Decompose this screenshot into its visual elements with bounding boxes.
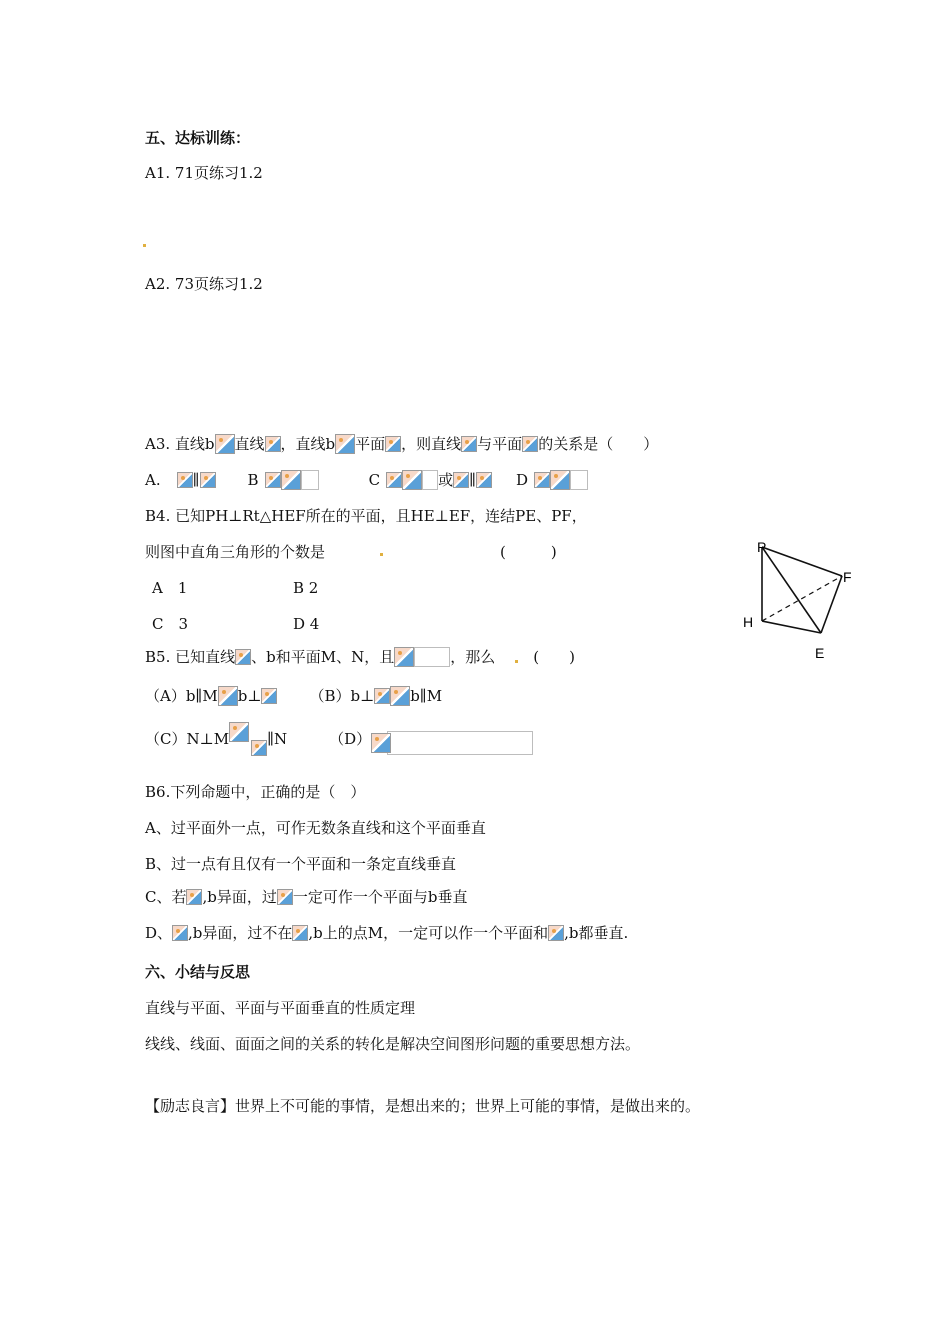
b5-question (145, 647, 575, 667)
a1-text: A1. 71页练习1.2 (145, 164, 263, 182)
b5-optA-part1: （A）b∥M (145, 687, 218, 705)
edge-pe (762, 547, 821, 633)
edge-hf-hidden (762, 576, 842, 621)
a3-part5: ，则直线 (401, 435, 462, 453)
b5-part2: 、b和平面M、N，且 (251, 648, 395, 666)
line-a-image (261, 688, 277, 704)
section6-line1: 直线与平面、平面与平面垂直的性质定理 (145, 999, 416, 1017)
line-a-image (461, 436, 477, 452)
subset-symbol-image (402, 470, 422, 490)
line-a-image (177, 472, 193, 488)
b6-optD-part2: ,b异面，过不在 (188, 924, 293, 942)
intersect-symbol-image (550, 470, 570, 490)
line-a-image (386, 472, 402, 488)
vertex-label-f: F (843, 569, 852, 585)
perp-symbol-image (335, 434, 355, 454)
edge-pf (762, 547, 842, 576)
plane-alpha-image (476, 472, 492, 488)
a3-question (145, 434, 658, 454)
a3-optC-label: C (368, 471, 381, 489)
b6-optA: A、过平面外一点，可作无数条直线和这个平面垂直 (145, 819, 486, 837)
b4-optA: A 1 (152, 579, 188, 597)
line-a-image (453, 472, 469, 488)
line-a-image (277, 889, 293, 905)
plane-alpha-image (385, 436, 401, 452)
b6-title: B6.下列命题中，正确的是（ ） (145, 783, 366, 801)
blank-box (387, 731, 533, 755)
marker-dot (380, 553, 383, 556)
b5-optB-part1: （B）b⊥ (309, 687, 375, 705)
a3-optA-label: A. (145, 471, 161, 489)
b5-optC-part1: （C）N⊥M (145, 730, 230, 748)
line-a-image (374, 688, 390, 704)
b5-part3: ，那么 (450, 648, 496, 666)
a3-part3: ，直线b (280, 435, 336, 453)
b5-optC-part2: ∥N (267, 730, 288, 748)
blank-box (414, 647, 450, 667)
marker-dot (143, 244, 146, 247)
line-a-image (251, 740, 267, 756)
motto-text: 【励志良言】世界上不可能的事情，是想出来的；世界上可能的事情，是做出来的。 (145, 1097, 701, 1115)
subset-symbol-image (281, 470, 301, 490)
vertex-label-e: E (815, 645, 825, 661)
b6-optD-part1: D、 (145, 924, 173, 942)
b4-optB: B 2 (293, 579, 319, 597)
b6-optC-part1: C、若 (145, 888, 187, 906)
line-a-image (186, 889, 202, 905)
a3-optD-label: D (516, 471, 529, 489)
line-a-image (292, 925, 308, 941)
condition-image (229, 722, 249, 742)
condition-image (394, 647, 414, 667)
vertex-label-h: H (743, 614, 754, 630)
b5-options-ab (145, 686, 442, 706)
b6-optC-part3: 一定可作一个平面与b垂直 (292, 888, 468, 906)
edge-he (762, 621, 821, 633)
blank-box (301, 470, 319, 490)
edge-ef (821, 576, 842, 633)
a3-part2: 直线 (234, 435, 265, 453)
b4-line1: B4. 已知PH⊥Rt△HEF所在的平面，且HE⊥EF，连结PE、PF， (145, 507, 587, 525)
condition-image (371, 733, 391, 753)
b5-optD-part1: （D） (329, 730, 372, 748)
stacked-images (229, 722, 267, 756)
b6-optC (145, 887, 467, 907)
condition-image (218, 686, 238, 706)
marker-dot (515, 660, 518, 663)
b6-optD-part4: ,b都垂直. (564, 924, 629, 942)
blank-box (570, 470, 588, 490)
b5-optB-part2: b∥M (410, 687, 443, 705)
a3-options (145, 470, 588, 490)
b5-part1: B5. 已知直线 (145, 648, 236, 666)
line-a-image (172, 925, 188, 941)
line-a-image (265, 472, 281, 488)
line-a-image (548, 925, 564, 941)
b4-optD: D 4 (293, 615, 320, 633)
b5-optA-part2: b⊥ (237, 687, 262, 705)
plane-alpha-image (200, 472, 216, 488)
a3-optB-label: B (247, 471, 259, 489)
b6-optD-part3: ,b上的点M，一定可以作一个平面和 (308, 924, 549, 942)
vertex-label-p: P (757, 539, 767, 555)
b4-paren: ( ) (500, 543, 557, 561)
line-a-image (534, 472, 550, 488)
b5-options-cd (145, 722, 533, 756)
line-a-image (265, 436, 281, 452)
a3-part4: 平面 (355, 435, 386, 453)
a3-part1: A3. 直线b (145, 435, 215, 453)
section6-title: 六、小结与反思 (145, 963, 251, 981)
b6-optD (145, 923, 628, 943)
a3-optC-symbol: ∥ (469, 471, 477, 489)
a3-optC-or: 或 (438, 471, 454, 489)
section6-line2: 线线、线面、面面之间的关系的转化是解决空间图形问题的重要思想方法。 (145, 1035, 641, 1053)
a3-optA-symbol: ∥ (192, 471, 200, 489)
b5-paren: ( ) (533, 648, 575, 666)
a2-text: A2. 73页练习1.2 (145, 275, 263, 293)
condition-image (390, 686, 410, 706)
b4-optC: C 3 (152, 615, 189, 633)
section5-title: 五、达标训练： (145, 129, 251, 147)
b4-line2: 则图中直角三角形的个数是 (145, 543, 326, 561)
blank-box (422, 470, 438, 490)
tetrahedron-figure (735, 535, 870, 665)
plane-alpha-image (522, 436, 538, 452)
a3-part7: 的关系是（ ） (538, 435, 659, 453)
perp-symbol-image (215, 434, 235, 454)
b6-optB: B、过一点有且仅有一个平面和一条定直线垂直 (145, 855, 457, 873)
a3-part6: 与平面 (477, 435, 523, 453)
line-a-image (235, 649, 251, 665)
b6-optC-part2: ,b异面，过 (202, 888, 277, 906)
